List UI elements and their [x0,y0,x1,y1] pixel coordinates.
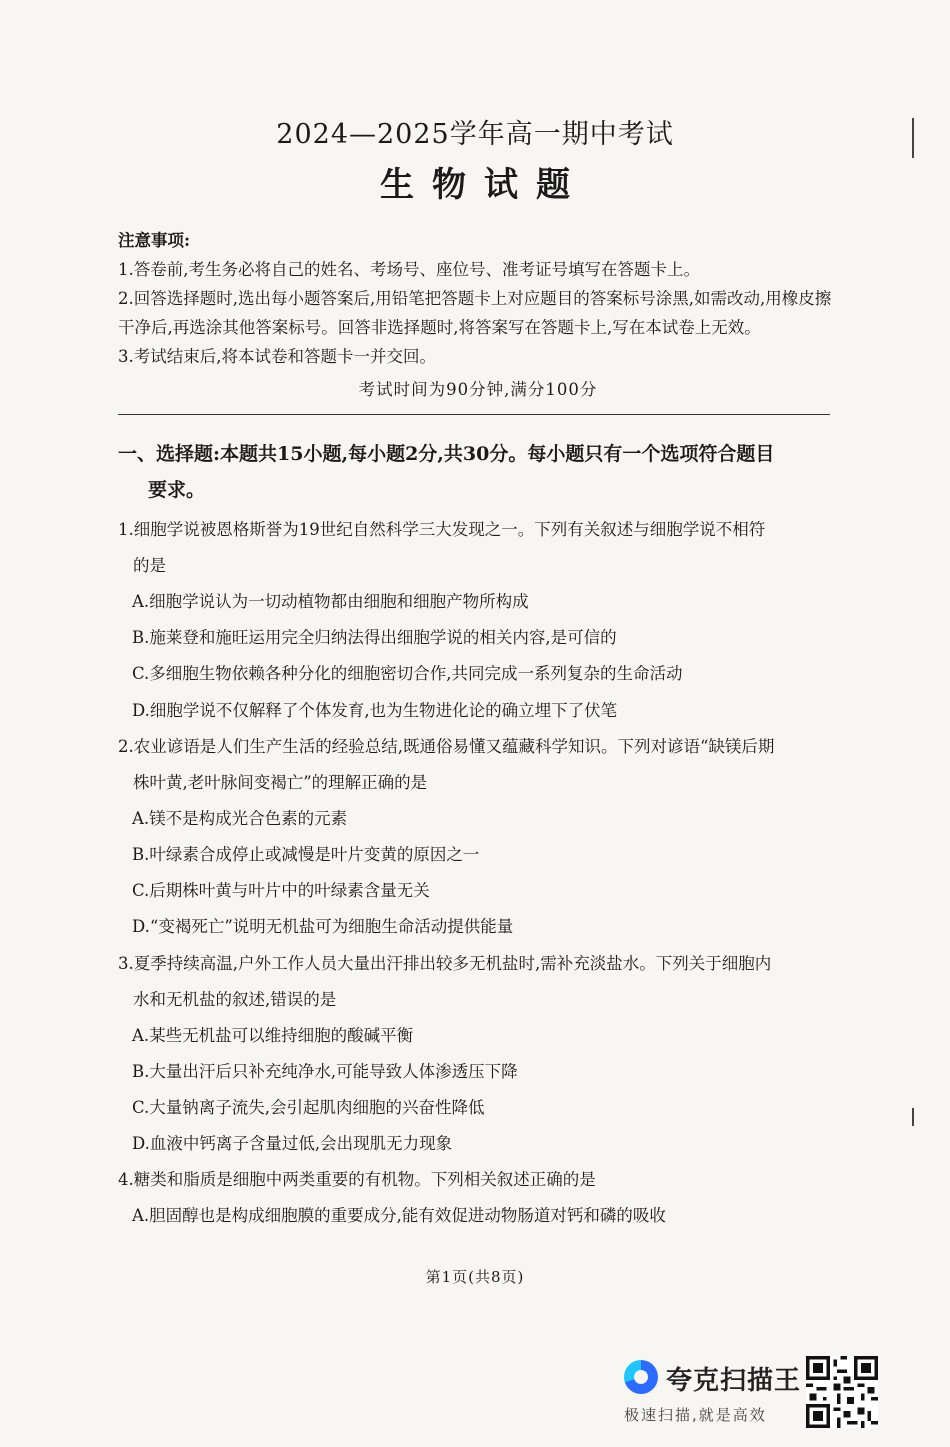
scan-edge-mark [912,118,914,158]
question-stem-line: 4.糖类和脂质是细胞中两类重要的有机物。下列相关叙述正确的是 [118,1170,596,1190]
section-heading-line: 要求。 [148,479,206,501]
option: C.大量钠离子流失,会引起肌肉细胞的兴奋性降低 [132,1098,485,1118]
question-stem-line: 3.夏季持续高温,户外工作人员大量出汗排出较多无机盐时,需补充淡盐水。下列关于细胞内 [118,953,772,973]
section-heading [118,436,838,508]
exam-time-line: 考试时间为90分钟,满分100分 [358,380,598,399]
option: A.镁不是构成光合色素的元素 [132,808,348,828]
question-stem-line: 2.农业谚语是人们生产生活的经验总结,既通俗易懂又蕴藏科学知识。下列对谚语“缺镁后期 [118,736,775,756]
option: D.“变褐死亡”说明无机盐可为细胞生命活动提供能量 [132,917,514,937]
notes-heading: 注意事项: [118,231,191,250]
question-stem [118,512,838,584]
exam-title: 2024—2025学年高一期中考试 [276,119,674,150]
option: C.多细胞生物依赖各种分化的细胞密切合作,共同完成一系列复杂的生命活动 [132,664,683,684]
option: D.细胞学说不仅解释了个体发育,也为生物进化论的确立埋下了伏笔 [132,700,618,720]
option: B.大量出汗后只补充纯净水,可能导致人体渗透压下降 [132,1061,518,1081]
question-stem [118,946,838,1018]
option: A.细胞学说认为一切动植物都由细胞和细胞产物所构成 [132,592,529,611]
note-item: 1.答卷前,考生务必将自己的姓名、考场号、座位号、准考证号填写在答题卡上。 [118,260,700,279]
question-stem-line: 的是 [133,556,166,575]
question-stem [118,1162,838,1198]
question-stem-line: 水和无机盐的叙述,错误的是 [133,989,337,1009]
quark-logo-icon [624,1360,658,1394]
page-number: 第1页(共8页) [425,1268,525,1286]
header [0,112,950,206]
divider-line [118,414,830,415]
question-3 [118,946,838,1163]
question-1 [118,512,838,729]
note-item: 2.回答选择题时,选出每小题答案后,用铅笔把答题卡上对应题目的答案标号涂黑,如需改动,用橡皮擦干净后,再选涂其他答案标号。回答非选择题时,将答案写在答题卡上,写在本试卷上无效。 [118,289,832,337]
question-list [118,512,838,1235]
scan-edge-mark [912,1108,914,1126]
option: D.血液中钙离子含量过低,会出现肌无力现象 [132,1134,453,1154]
scanner-app-name: 夸克扫描王 [666,1366,802,1396]
option: B.施莱登和施旺运用完全归纳法得出细胞学说的相关内容,是可信的 [132,628,617,648]
subject-title: 生物试题 [380,165,588,205]
question-stem-line: 1.细胞学说被恩格斯誉为19世纪自然科学三大发现之一。下列有关叙述与细胞学说不相符 [118,520,766,539]
question-2 [118,729,838,946]
note-item: 3.考试结束后,将本试卷和答题卡一并交回。 [118,347,436,366]
scanner-watermark [624,1360,804,1430]
option: C.后期株叶黄与叶片中的叶绿素含量无关 [132,881,430,901]
qr-code-icon [806,1356,878,1428]
option: A.胆固醇也是构成细胞膜的重要成分,能有效促进动物肠道对钙和磷的吸收 [132,1206,666,1226]
option: A.某些无机盐可以维持细胞的酸碱平衡 [132,1025,414,1045]
question-4 [118,1162,838,1234]
notes-block [118,226,838,404]
question-stem-line: 株叶黄,老叶脉间变褐亡”的理解正确的是 [133,772,428,792]
question-stem [118,729,838,801]
option: B.叶绿素合成停止或减慢是叶片变黄的原因之一 [132,845,480,865]
scanner-slogan: 极速扫描,就是高效 [624,1406,767,1424]
section-heading-line: 一、选择题:本题共15小题,每小题2分,共30分。每小题只有一个选项符合题目 [118,443,775,465]
